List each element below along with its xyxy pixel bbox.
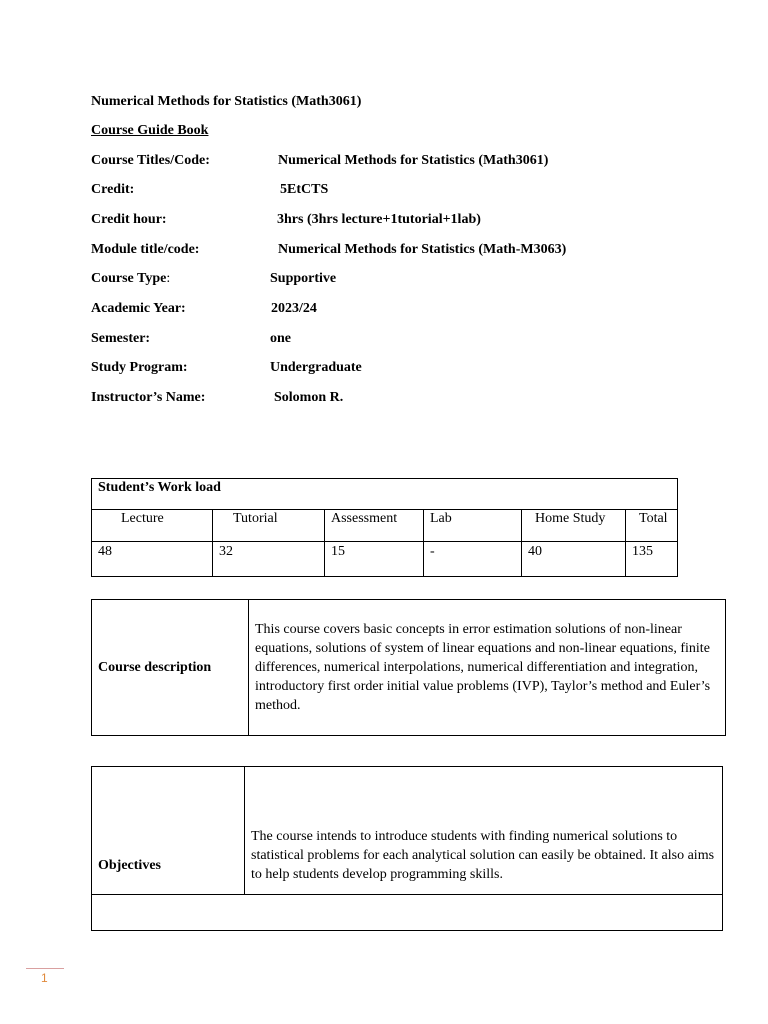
workload-header-lab: Lab bbox=[424, 510, 522, 542]
workload-header-home-study: Home Study bbox=[522, 510, 626, 542]
workload-value-lecture: 48 bbox=[92, 542, 213, 577]
objectives-table bbox=[91, 766, 723, 931]
workload-header-assessment: Assessment bbox=[325, 510, 424, 542]
workload-value-total: 135 bbox=[626, 542, 678, 577]
workload-value-home-study: 40 bbox=[522, 542, 626, 577]
footer-divider bbox=[26, 968, 64, 969]
workload-value-tutorial: 32 bbox=[213, 542, 325, 577]
info-value-academic-year: 2023/24 bbox=[271, 301, 317, 316]
info-label-course-title: Course Titles/Code: bbox=[91, 153, 210, 168]
info-value-study-program: Undergraduate bbox=[270, 360, 362, 375]
course-description-table bbox=[91, 599, 726, 736]
workload-title: Student’s Work load bbox=[92, 479, 678, 510]
info-label-module: Module title/code: bbox=[91, 242, 200, 257]
course-description-text: This course covers basic concepts in error estimation solutions of non-linear equations, solutions of system of linear equations and non-linear equations, finite differences, numerical interpolations, numerical differentiation and integration, introductory first order initial value problems (IVP), Taylor’s method and Euler’s method. bbox=[249, 600, 726, 736]
info-value-credit-hour: 3hrs (3hrs lecture+1tutorial+1lab) bbox=[277, 212, 481, 227]
info-label-semester: Semester: bbox=[91, 331, 151, 346]
info-label-instructor: Instructor’s Name: bbox=[91, 390, 206, 405]
course-description-label: Course description bbox=[92, 600, 249, 736]
info-value-instructor: Solomon R. bbox=[274, 390, 344, 405]
info-label-credit-hour: Credit hour: bbox=[91, 212, 167, 227]
info-label-academic-year: Academic Year: bbox=[91, 301, 186, 316]
info-label-credit: Credit: bbox=[91, 182, 135, 197]
objectives-text: The course intends to introduce students with finding numerical solutions to statistical problems for each analytical solution can easily be obtained. It also aims to help students develop programming skills. bbox=[245, 767, 723, 895]
document-subtitle: Course Guide Book bbox=[91, 123, 209, 138]
workload-header-total: Total bbox=[626, 510, 678, 542]
info-value-semester: one bbox=[270, 331, 291, 346]
workload-header-lecture: Lecture bbox=[92, 510, 213, 542]
workload-table bbox=[91, 478, 678, 577]
objectives-label: Objectives bbox=[92, 767, 245, 895]
info-value-course-title: Numerical Methods for Statistics (Math3061) bbox=[278, 153, 549, 168]
page-number: 1 bbox=[41, 971, 48, 985]
workload-header-tutorial: Tutorial bbox=[213, 510, 325, 542]
info-label-study-program: Study Program: bbox=[91, 360, 188, 375]
info-value-course-type: Supportive bbox=[270, 271, 337, 286]
workload-value-lab: - bbox=[424, 542, 522, 577]
document-title: Numerical Methods for Statistics (Math3061) bbox=[91, 94, 362, 109]
info-value-module: Numerical Methods for Statistics (Math-M3063) bbox=[278, 242, 567, 257]
info-value-credit: 5EtCTS bbox=[280, 182, 329, 197]
objectives-empty-row bbox=[92, 895, 723, 931]
info-label-course-type: Course Type: bbox=[91, 271, 171, 286]
workload-value-assessment: 15 bbox=[325, 542, 424, 577]
